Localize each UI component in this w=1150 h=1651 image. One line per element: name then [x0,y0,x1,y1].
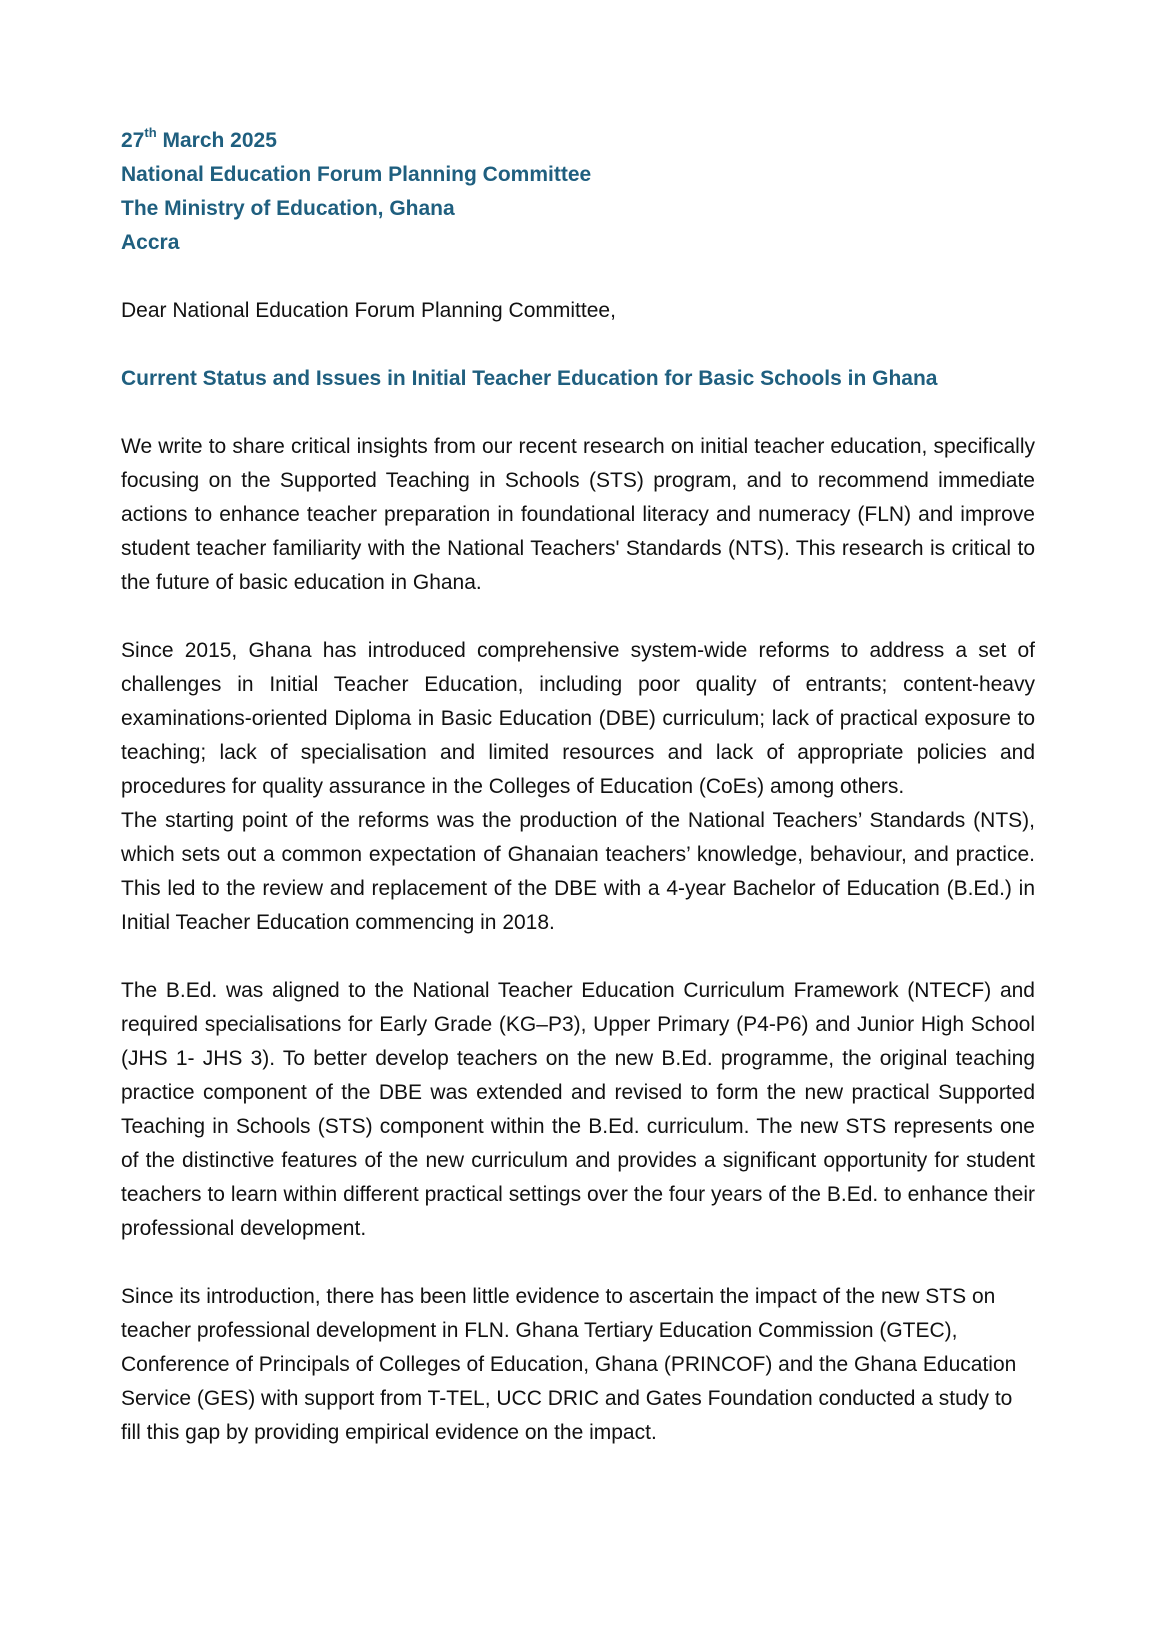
paragraph-bed-alignment: The B.Ed. was aligned to the National Teacher Education Curriculum Framework (NTECF) and required specialisations for Early Grade (KG–P3), Upper Primary (P4-P6) and Junior High School (JHS 1- JHS 3). To better develop teachers on the new B.Ed. programme, the original teaching practice component of the DBE was extended and revised to form the new practical Supported Teaching in Schools (STS) component within the B.Ed. curriculum. The new STS represents one of the distinctive features of the new curriculum and provides a significant opportunity for student teachers to learn within different practical settings over the four years of the B.Ed. to enhance their professional development. [121,979,1035,1240]
paragraph-nts-starting-point: The starting point of the reforms was the production of the National Teachers’ Standards (NTS), which sets out a common expectation of Ghanaian teachers’ knowledge, behaviour, and practice. This led to the review and replacement of the DBE with a 4-year Bachelor of Education (B.Ed.) in Initial Teacher Education commencing in 2018. [121,809,1035,934]
paragraph-intro: We write to share critical insights from our recent research on initial teacher education, specifically focusing on the Supported Teaching in Schools (STS) program, and to recommend immediate actions to enhance teacher preparation in foundational literacy and numeracy (FLN) and improve student teacher familiarity with the National Teachers' Standards (NTS). This research is critical to the future of basic education in Ghana. [121,435,1035,594]
paragraph-study-purpose: Since its introduction, there has been little evidence to ascertain the impact of the new STS on teacher professional development in FLN. Ghana Tertiary Education Commission (GTEC), Conference of Principals of Colleges of Education, Ghana (PRINCOF) and the Ghana Education Service (GES) with support from T-TEL, UCC DRIC and Gates Foundation conducted a study to fill this gap by providing empirical evidence on the impact. [121,1285,1017,1444]
salutation: Dear National Education Forum Planning Committee, [121,299,616,322]
recipient-city: Accra [121,231,180,254]
letter-header [121,124,1035,260]
paragraph-reforms-background: Since 2015, Ghana has introduced comprehensive system-wide reforms to address a set of challenges in Initial Teacher Education, including poor quality of entrants; content-heavy examinations-oriented Diploma in Basic Education (DBE) curriculum; lack of practical exposure to teaching; lack of specialisation and limited resources and lack of appropriate policies and procedures for quality assurance in the Colleges of Education (CoEs) among others. [121,639,1035,798]
date-month-year: March 2025 [156,129,277,152]
recipient-committee: National Education Forum Planning Committee [121,163,592,186]
date-day: 27 [121,129,145,152]
recipient-ministry: The Ministry of Education, Ghana [121,197,455,220]
date-suffix: th [144,125,157,140]
subject-line: Current Status and Issues in Initial Teacher Education for Basic Schools in Ghana [121,367,938,390]
letter-content [121,124,1035,1450]
letter-date [121,124,1035,158]
